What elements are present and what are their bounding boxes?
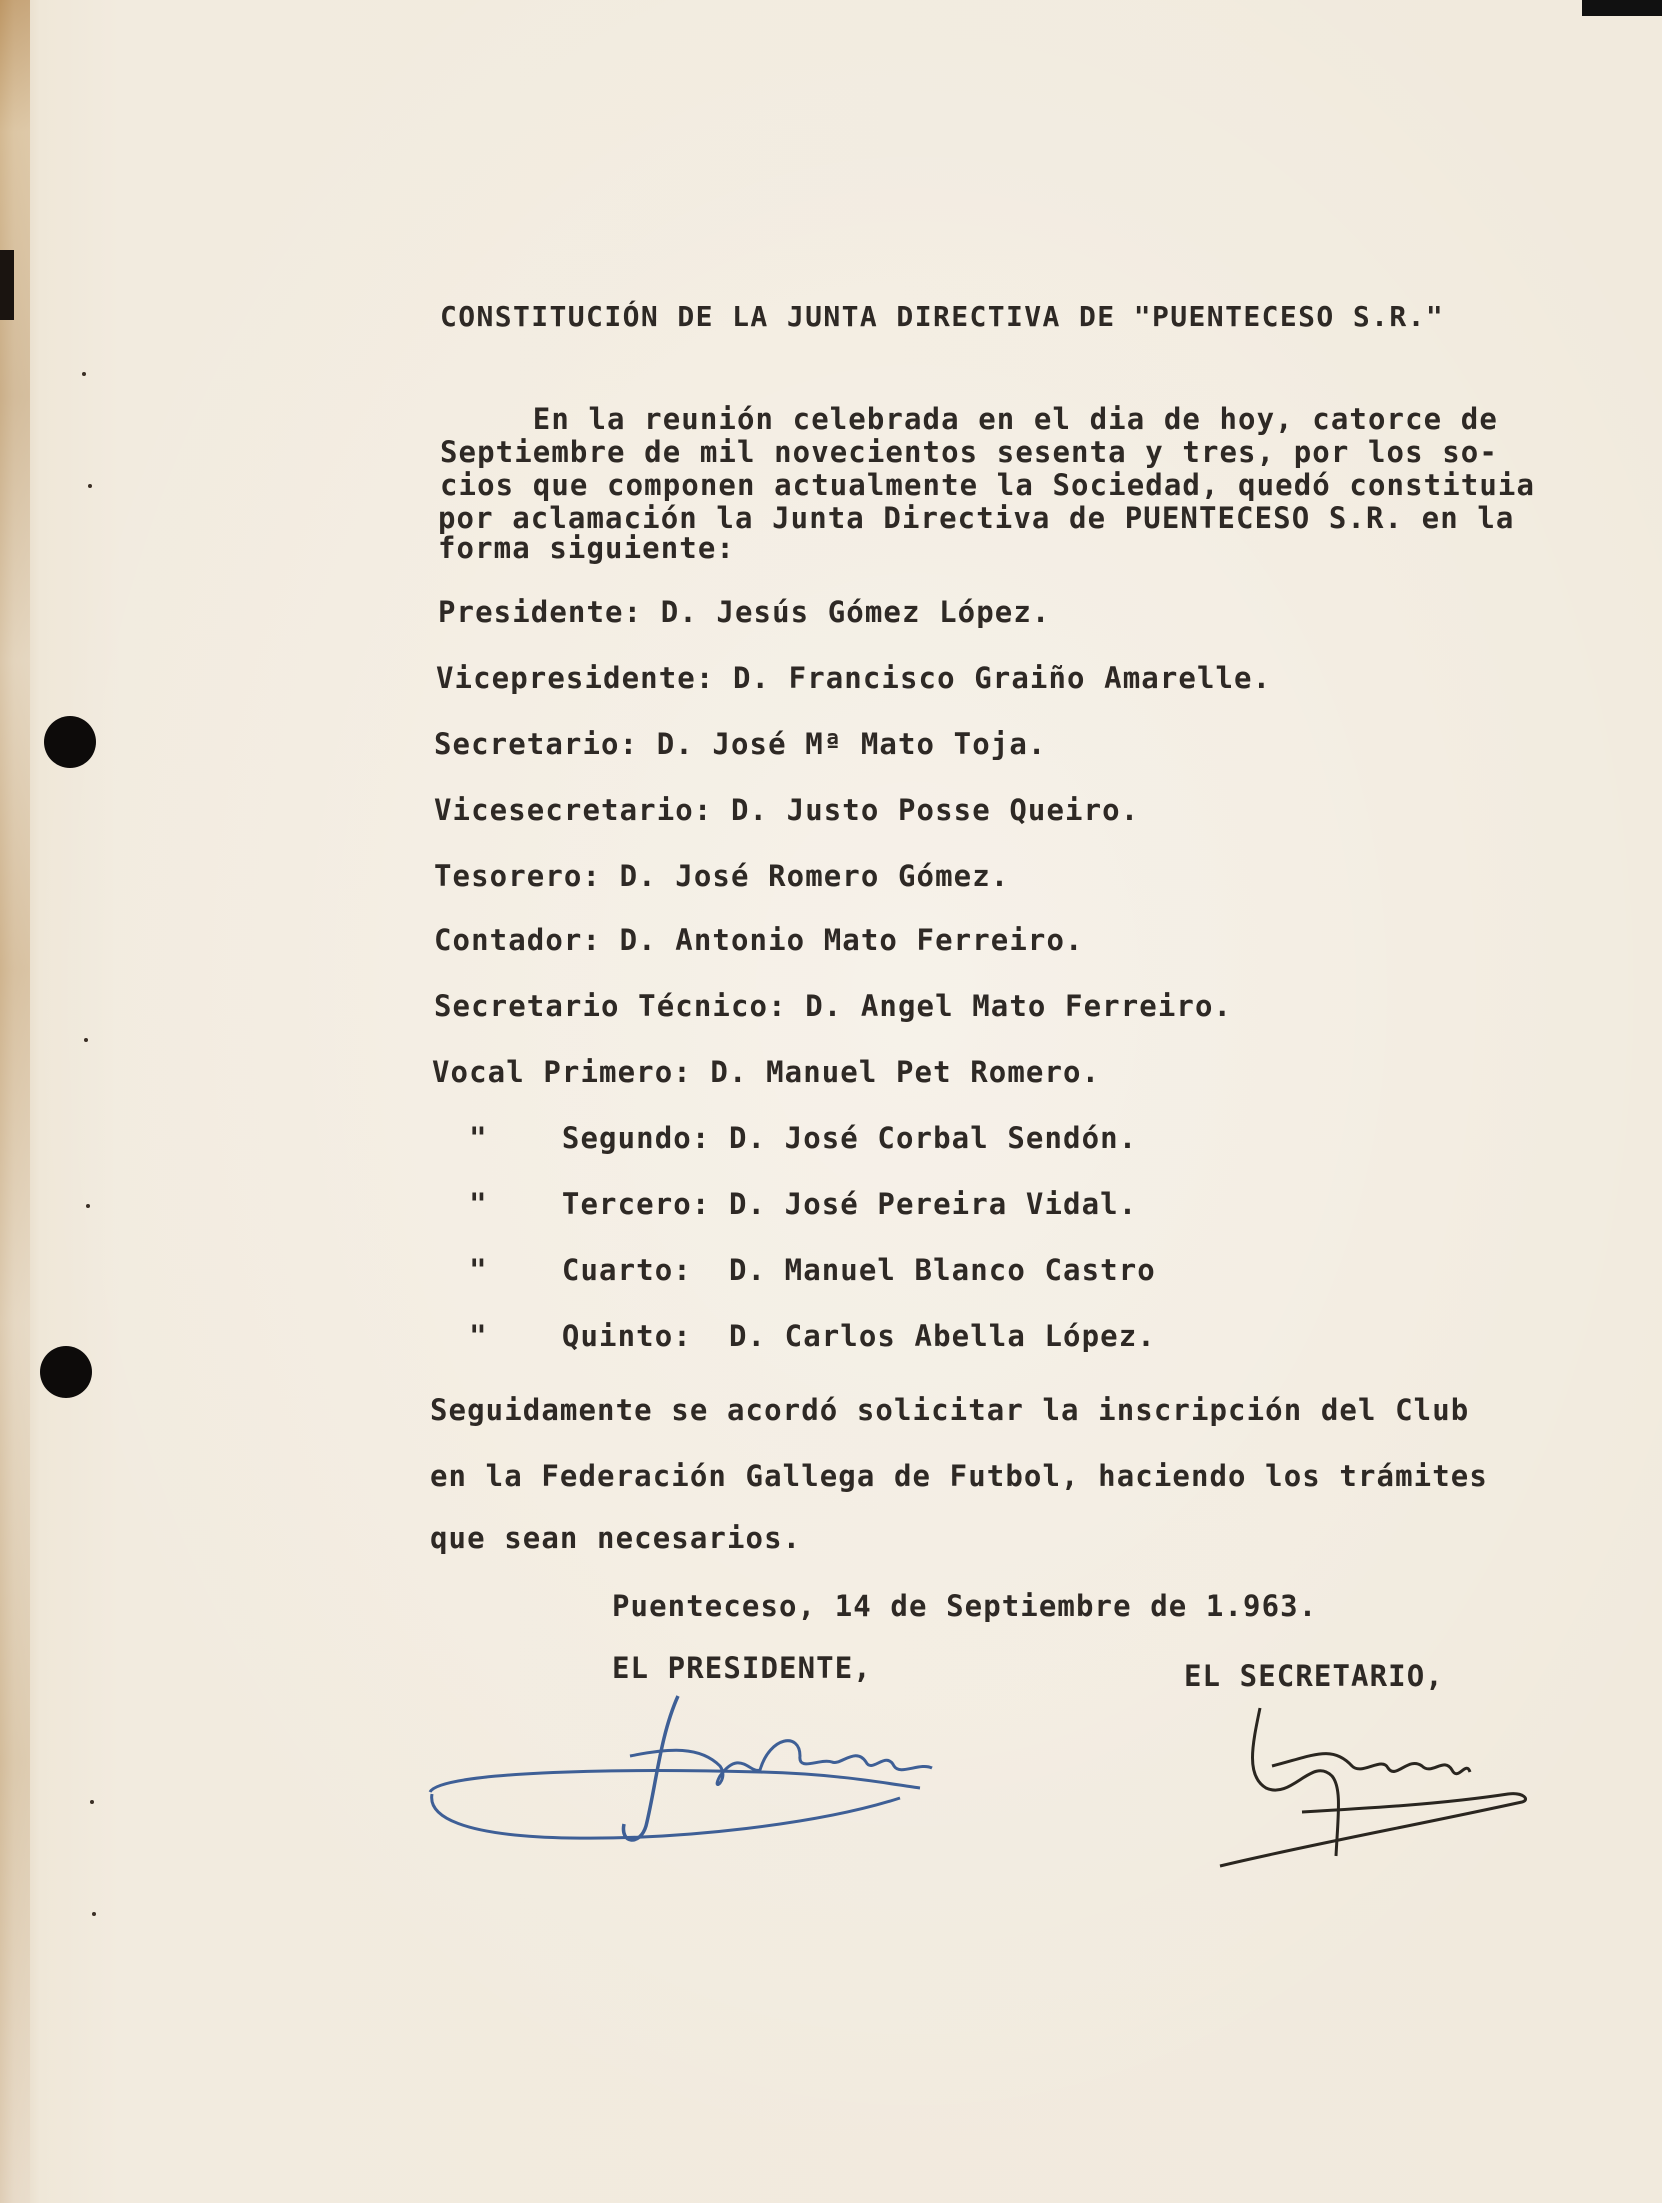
signer-president-label: EL PRESIDENTE, — [612, 1651, 872, 1685]
speck — [92, 1912, 96, 1916]
member-line: Tesorero: D. José Romero Gómez. — [434, 859, 1010, 893]
signer-secretary-label: EL SECRETARIO, — [1184, 1659, 1444, 1693]
punch-hole-top — [44, 716, 96, 768]
closing-line: Seguidamente se acordó solicitar la inscripción del Club — [430, 1393, 1470, 1427]
member-line: Presidente: D. Jesús Gómez López. — [438, 595, 1051, 629]
member-line: " Tercero: D. José Pereira Vidal. — [432, 1187, 1138, 1221]
member-line: " Cuarto: D. Manuel Blanco Castro — [432, 1253, 1156, 1287]
member-line: Contador: D. Antonio Mato Ferreiro. — [434, 923, 1084, 957]
document-title: CONSTITUCIÓN DE LA JUNTA DIRECTIVA DE "PUENTECESO S.R." — [440, 300, 1445, 333]
president-signature — [420, 1676, 940, 1856]
intro-line: Septiembre de mil novecientos sesenta y tres, por los so- — [440, 435, 1498, 469]
binding-mark — [0, 250, 14, 320]
secretary-signature — [1212, 1696, 1542, 1876]
member-line: Vicepresidente: D. Francisco Graiño Amarelle. — [436, 661, 1272, 695]
member-line: " Segundo: D. José Corbal Sendón. — [432, 1121, 1138, 1155]
intro-line: forma siguiente: — [438, 531, 735, 565]
tape-mark — [1582, 0, 1662, 16]
speck — [88, 484, 92, 488]
member-line: " Quinto: D. Carlos Abella López. — [432, 1319, 1156, 1353]
intro-line: cios que componen actualmente la Sociedad, quedó constituia — [440, 468, 1536, 502]
speck — [86, 1204, 90, 1208]
speck — [90, 1800, 94, 1804]
closing-line: que sean necesarios. — [430, 1521, 802, 1555]
member-line: Secretario: D. José Mª Mato Toja. — [434, 727, 1047, 761]
member-line: Vicesecretario: D. Justo Posse Queiro. — [434, 793, 1140, 827]
paper-stain — [0, 0, 30, 2203]
intro-line: por aclamación la Junta Directiva de PUENTECESO S.R. en la — [438, 501, 1515, 535]
closing-line: en la Federación Gallega de Futbol, haciendo los trámites — [430, 1459, 1488, 1493]
speck — [82, 372, 86, 376]
speck — [84, 1038, 88, 1042]
place-date: Puenteceso, 14 de Septiembre de 1.963. — [612, 1589, 1318, 1623]
member-line: Vocal Primero: D. Manuel Pet Romero. — [432, 1055, 1101, 1089]
member-line: Secretario Técnico: D. Angel Mato Ferreiro. — [434, 989, 1233, 1023]
intro-line: En la reunión celebrada en el dia de hoy, catorce de — [440, 402, 1498, 436]
punch-hole-bottom — [40, 1346, 92, 1398]
